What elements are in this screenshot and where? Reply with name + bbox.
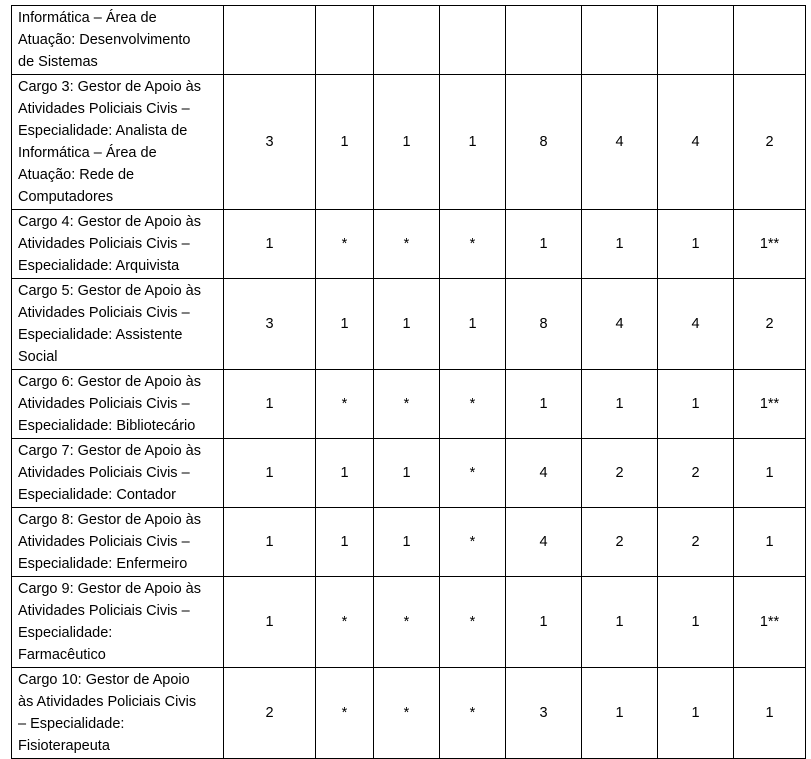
value-cell: 1 xyxy=(506,370,582,439)
table-row xyxy=(12,370,806,439)
row-label-line: Atividades Policiais Civis – xyxy=(18,465,190,481)
value-cell: 1 xyxy=(224,370,316,439)
value-cell: 1 xyxy=(374,279,440,370)
value-cell: 1 xyxy=(440,75,506,210)
value-cell: * xyxy=(374,668,440,759)
value-cell: 1 xyxy=(374,508,440,577)
row-label-line: Cargo 7: Gestor de Apoio às xyxy=(18,443,201,459)
row-label-line: Social xyxy=(18,349,58,365)
value-cell: 8 xyxy=(506,75,582,210)
value-cell xyxy=(374,6,440,75)
value-cell: 4 xyxy=(582,279,658,370)
value-cell: 1 xyxy=(224,439,316,508)
row-label-cell xyxy=(12,439,224,508)
row-label-cell xyxy=(12,75,224,210)
row-label-line: – Especialidade: xyxy=(18,716,125,732)
table-row xyxy=(12,668,806,759)
value-cell: 3 xyxy=(506,668,582,759)
value-cell: 1 xyxy=(658,668,734,759)
value-cell: 4 xyxy=(658,279,734,370)
row-label-line: Especialidade: Analista de xyxy=(18,123,188,139)
table-body xyxy=(12,6,806,759)
row-label-line: Atuação: Desenvolvimento xyxy=(18,32,191,48)
value-cell: 2 xyxy=(658,439,734,508)
value-cell: 1** xyxy=(734,210,806,279)
value-cell: 1 xyxy=(224,508,316,577)
value-cell: 2 xyxy=(582,439,658,508)
row-label-cell xyxy=(12,210,224,279)
value-cell: 1 xyxy=(734,668,806,759)
value-cell: 3 xyxy=(224,75,316,210)
row-label-line: Especialidade: Enfermeiro xyxy=(18,556,188,572)
table-row xyxy=(12,439,806,508)
value-cell: * xyxy=(316,370,374,439)
row-label-cell xyxy=(12,668,224,759)
value-cell: * xyxy=(374,210,440,279)
row-label-line: Especialidade: Assistente xyxy=(18,327,183,343)
value-cell: 1 xyxy=(224,577,316,668)
row-label-line: Atividades Policiais Civis – xyxy=(18,305,190,321)
value-cell: 1 xyxy=(224,210,316,279)
row-label-line: Informática – Área de xyxy=(18,145,157,161)
value-cell: * xyxy=(374,370,440,439)
row-label-line: Cargo 5: Gestor de Apoio às xyxy=(18,283,201,299)
value-cell: 2 xyxy=(582,508,658,577)
value-cell: 1 xyxy=(374,75,440,210)
value-cell xyxy=(658,6,734,75)
row-label-line: Especialidade: Arquivista xyxy=(18,258,180,274)
value-cell: 1 xyxy=(658,577,734,668)
value-cell: 3 xyxy=(224,279,316,370)
value-cell: 1 xyxy=(506,577,582,668)
value-cell: 1 xyxy=(582,370,658,439)
row-label-line: Informática – Área de xyxy=(18,10,157,26)
value-cell: 1 xyxy=(582,668,658,759)
value-cell xyxy=(506,6,582,75)
value-cell: 1 xyxy=(316,439,374,508)
value-cell: * xyxy=(440,439,506,508)
value-cell: * xyxy=(440,370,506,439)
row-label-line: Cargo 8: Gestor de Apoio às xyxy=(18,512,201,528)
value-cell xyxy=(440,6,506,75)
table-row xyxy=(12,577,806,668)
value-cell: * xyxy=(440,210,506,279)
row-label-line: Atividades Policiais Civis – xyxy=(18,396,190,412)
value-cell: 1 xyxy=(658,370,734,439)
row-label-line: Farmacêutico xyxy=(18,647,106,663)
value-cell: 1 xyxy=(440,279,506,370)
value-cell: 4 xyxy=(582,75,658,210)
row-label-line: Atividades Policiais Civis – xyxy=(18,603,190,619)
value-cell: 4 xyxy=(506,508,582,577)
value-cell: 1 xyxy=(582,577,658,668)
row-label-line: Fisioterapeuta xyxy=(18,738,110,754)
row-label-line: Computadores xyxy=(18,189,114,205)
table-row xyxy=(12,75,806,210)
value-cell: * xyxy=(440,668,506,759)
value-cell: 1 xyxy=(506,210,582,279)
row-label-line: Cargo 3: Gestor de Apoio às xyxy=(18,79,201,95)
row-label-line: Atividades Policiais Civis – xyxy=(18,534,190,550)
value-cell xyxy=(224,6,316,75)
row-label-line: Cargo 10: Gestor de Apoio xyxy=(18,672,190,688)
table-row xyxy=(12,279,806,370)
value-cell: 2 xyxy=(734,279,806,370)
value-cell: * xyxy=(316,668,374,759)
row-label-cell xyxy=(12,577,224,668)
table-row xyxy=(12,508,806,577)
table-row xyxy=(12,210,806,279)
value-cell: 1 xyxy=(374,439,440,508)
value-cell xyxy=(316,6,374,75)
value-cell xyxy=(582,6,658,75)
value-cell: 1 xyxy=(582,210,658,279)
value-cell: 1 xyxy=(316,279,374,370)
value-cell: 2 xyxy=(224,668,316,759)
row-label-line: Especialidade: Bibliotecário xyxy=(18,418,196,434)
value-cell: 1 xyxy=(316,75,374,210)
value-cell: * xyxy=(440,577,506,668)
value-cell: * xyxy=(374,577,440,668)
value-cell: 4 xyxy=(658,75,734,210)
value-cell: 2 xyxy=(658,508,734,577)
row-label-cell xyxy=(12,279,224,370)
value-cell: 1 xyxy=(316,508,374,577)
row-label-line: Cargo 4: Gestor de Apoio às xyxy=(18,214,201,230)
value-cell: 1 xyxy=(734,508,806,577)
row-label-line: Especialidade: xyxy=(18,625,113,641)
row-label-line: Cargo 9: Gestor de Apoio às xyxy=(18,581,201,597)
value-cell: 1** xyxy=(734,577,806,668)
table-row xyxy=(12,6,806,75)
row-label-line: Atividades Policiais Civis – xyxy=(18,101,190,117)
row-label-line: de Sistemas xyxy=(18,54,98,70)
row-label-line: Atuação: Rede de xyxy=(18,167,135,183)
value-cell: 8 xyxy=(506,279,582,370)
value-cell: 1 xyxy=(658,210,734,279)
value-cell: 1** xyxy=(734,370,806,439)
row-label-cell xyxy=(12,508,224,577)
row-label-line: Atividades Policiais Civis – xyxy=(18,236,190,252)
value-cell xyxy=(734,6,806,75)
vacancy-table xyxy=(11,5,806,759)
value-cell: 4 xyxy=(506,439,582,508)
row-label-line: Cargo 6: Gestor de Apoio às xyxy=(18,374,201,390)
row-label-line: às Atividades Policiais Civis xyxy=(18,694,197,710)
value-cell: * xyxy=(316,577,374,668)
row-label-cell xyxy=(12,6,224,75)
value-cell: 1 xyxy=(734,439,806,508)
row-label-cell xyxy=(12,370,224,439)
value-cell: * xyxy=(316,210,374,279)
value-cell: * xyxy=(440,508,506,577)
value-cell: 2 xyxy=(734,75,806,210)
row-label-line: Especialidade: Contador xyxy=(18,487,176,503)
